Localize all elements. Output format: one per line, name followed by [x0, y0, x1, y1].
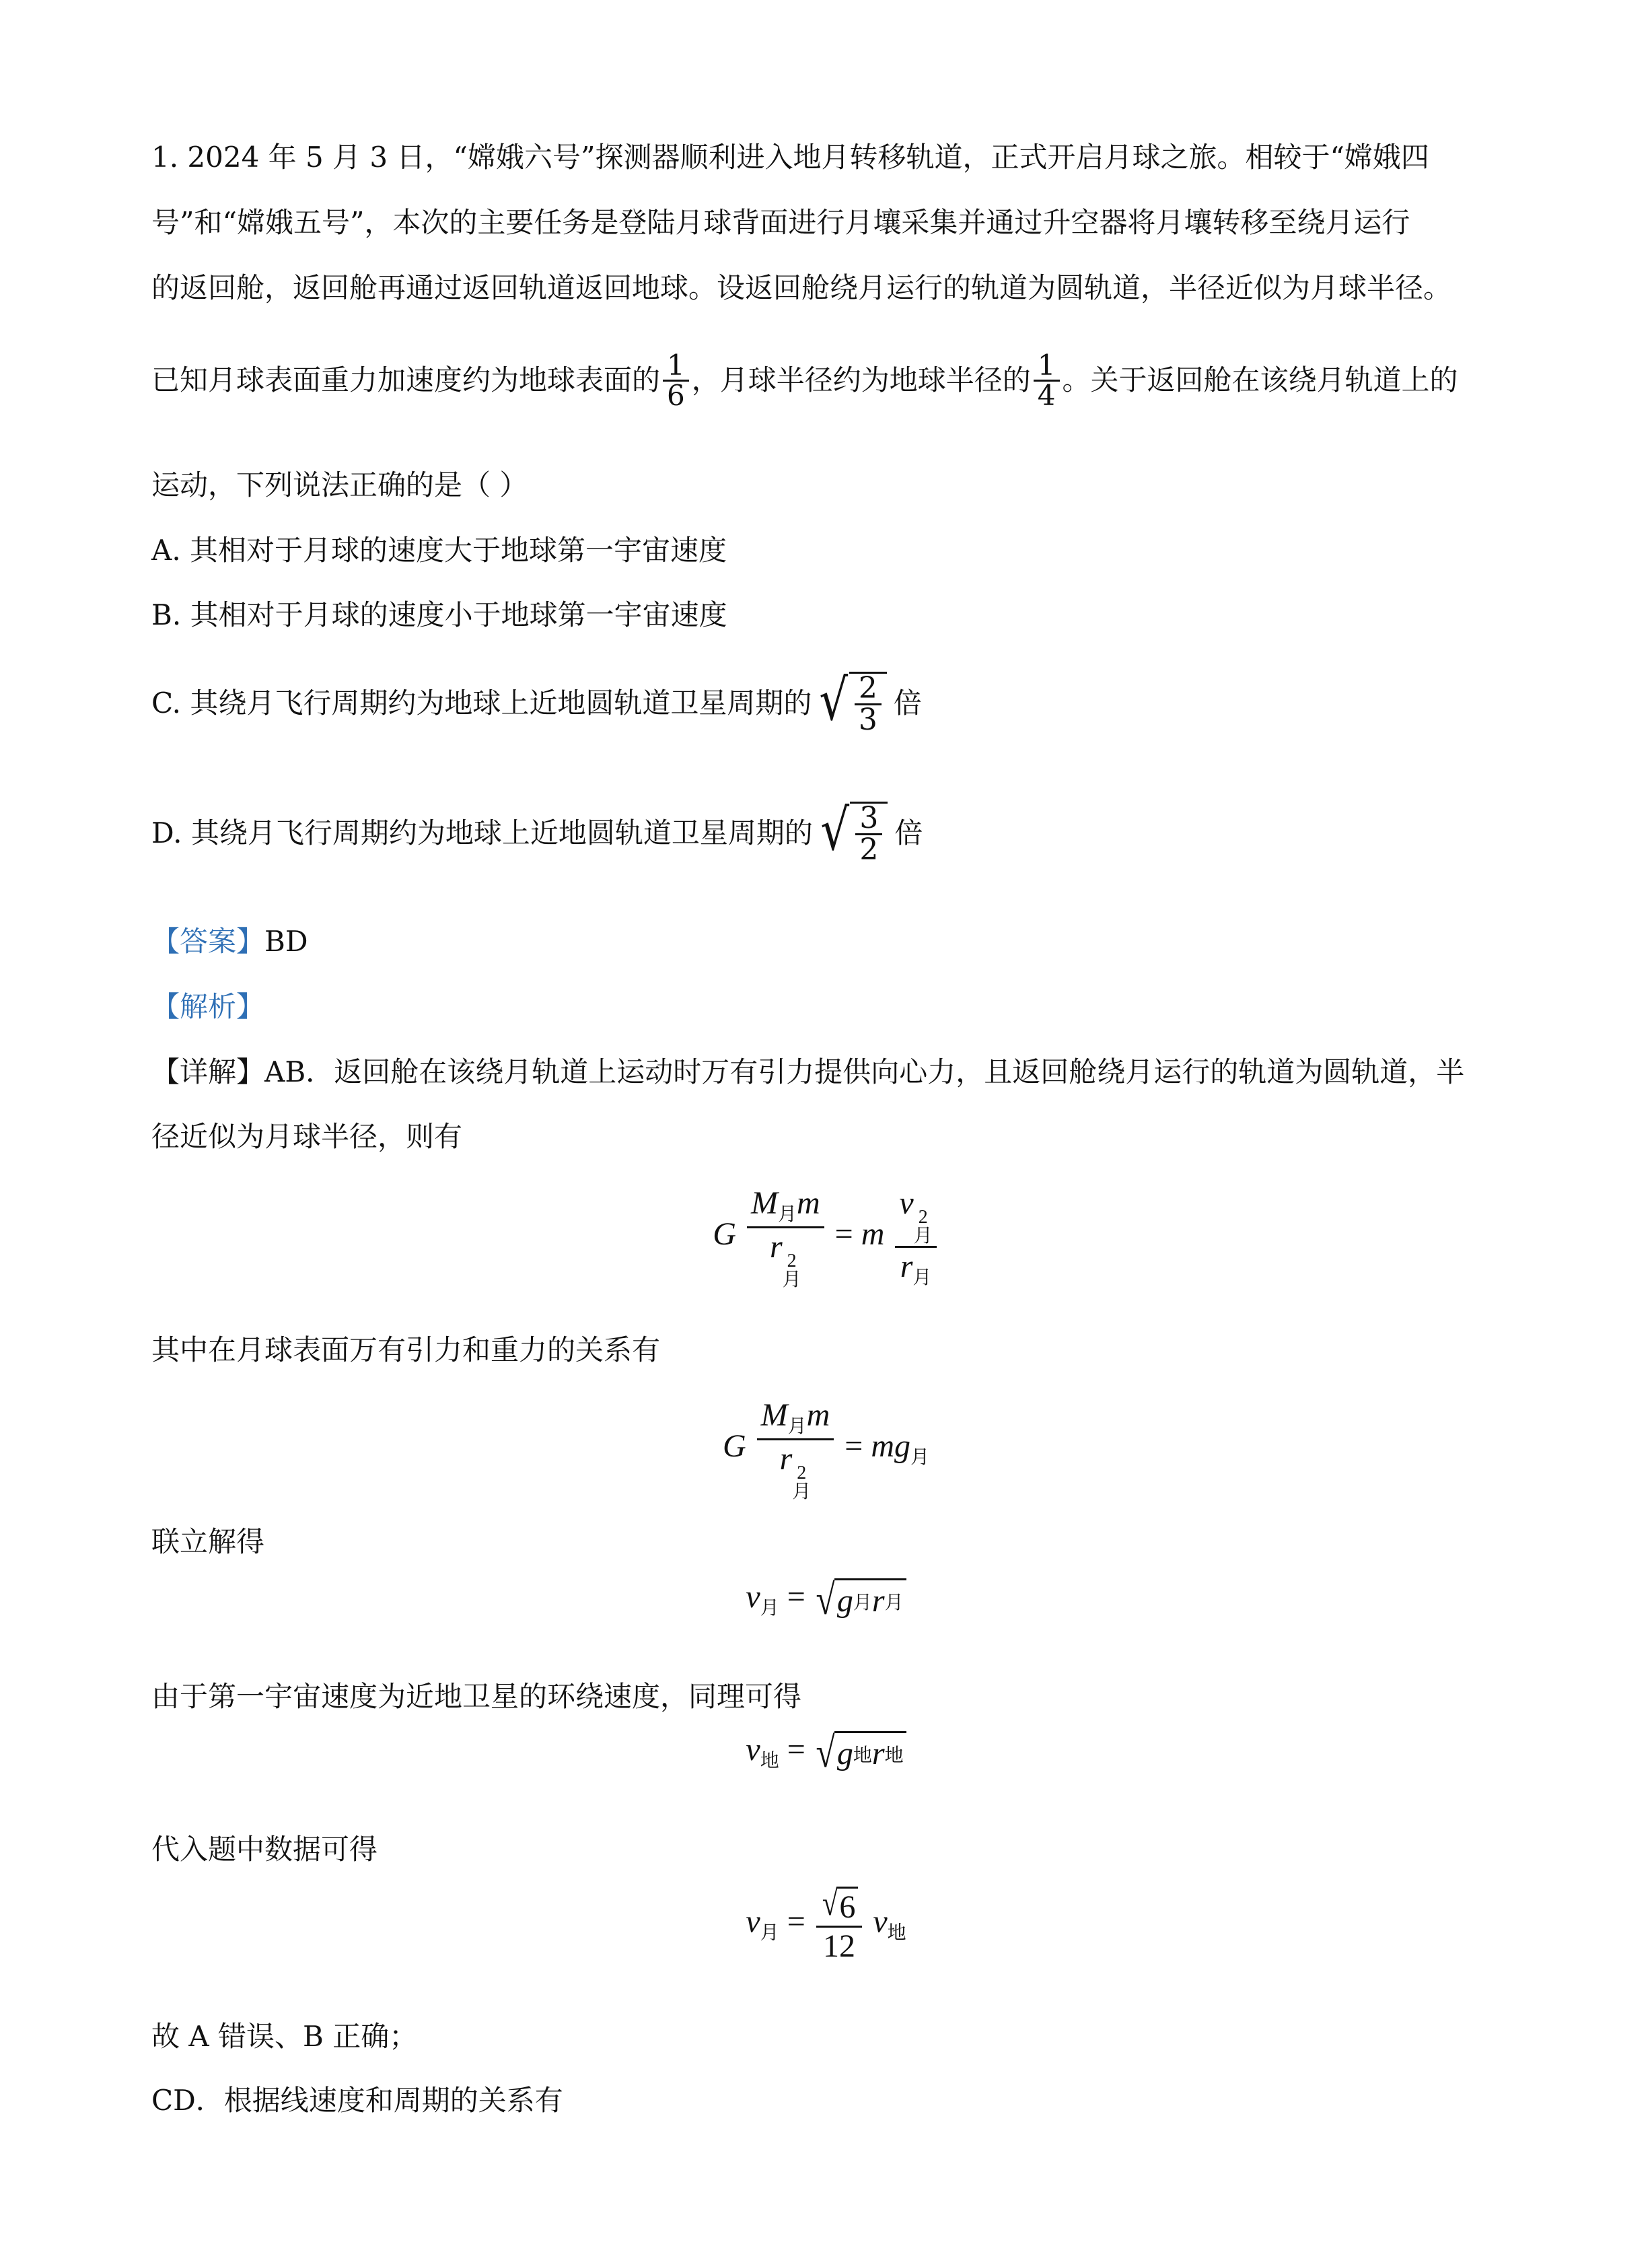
- fraction-denominator: $r_月$: [900, 1249, 932, 1288]
- fraction-numerator: 3: [859, 801, 879, 835]
- fraction-numerator: 1: [1037, 348, 1056, 382]
- equation-surface-gravity: G $M_月m$ r 2 月 = $mg_月$: [722, 1397, 930, 1502]
- sqrt-two-thirds: [816, 667, 887, 737]
- fraction-denominator: 2: [859, 833, 879, 867]
- fraction-one-sixth: [663, 348, 689, 412]
- equation-velocity-ratio: $v_月$ = √ 6 12 $v_地$: [746, 1884, 906, 1964]
- symbol-G: G: [713, 1216, 736, 1253]
- question-line-4: [151, 343, 1458, 417]
- radical-body: [849, 672, 887, 735]
- sqrt-g-r-earth: [814, 1728, 906, 1776]
- equals-sign: =: [834, 1216, 853, 1253]
- fraction-numerator: √ 6: [816, 1885, 863, 1926]
- radical-sign: √: [820, 797, 850, 863]
- answer-value: BD: [264, 925, 308, 958]
- option-b: B. 其相对于月球的速度小于地球第一宇宙速度: [151, 598, 727, 631]
- option-c-suffix: 倍: [893, 687, 922, 720]
- radical-body: g 月 r 月: [834, 1578, 906, 1621]
- detail-text-combine: 联立解得: [151, 1525, 265, 1558]
- fraction-denominator: r 2 月: [769, 1229, 801, 1290]
- detail-conclusion: 故 A 错误、B 正确；: [151, 2020, 418, 2053]
- option-d-suffix: 倍: [894, 816, 923, 849]
- fraction-numerator: $M_月m$: [750, 1185, 820, 1225]
- detail-text-first-cosmic: 由于第一宇宙速度为近地卫星的环绕速度，同理可得: [151, 1680, 802, 1713]
- answer-label: 【答案】: [151, 925, 265, 958]
- option-a: A. 其相对于月球的速度大于地球第一宇宙速度: [151, 534, 727, 567]
- fraction-numerator: 1: [667, 348, 685, 382]
- fraction-denominator: r 2 月: [779, 1441, 812, 1502]
- question-line-2: 号”和“嫦娥五号”，本次的主要任务是登陆月球背面进行月壤采集并通过升空器将月壤转移至绕月运行: [151, 206, 1410, 239]
- question-line-4-part-c: 。关于返回舱在该绕月轨道上的: [1062, 363, 1458, 396]
- fraction-denominator: 12: [823, 1928, 856, 1964]
- fraction-one-quarter: [1034, 348, 1060, 412]
- fraction-denominator: 3: [858, 703, 877, 737]
- fraction-centripetal: [895, 1185, 936, 1290]
- option-d: [151, 796, 923, 870]
- answer-line: [151, 927, 308, 956]
- radical-sign: √: [816, 1728, 835, 1776]
- fraction-numerator: $M_月m$: [760, 1397, 830, 1437]
- detail-line-1-text: AB．返回舱在该绕月轨道上运动时万有引力提供向心力，且返回舱绕月运行的轨道为圆轨道，半: [264, 1055, 1465, 1088]
- question-line-1: 1. 2024 年 5 月 3 日，“嫦娥六号”探测器顺利进入地月转移轨道，正式开启月球之旅。相较于“嫦娥四: [151, 141, 1429, 174]
- question-line-4-part-b: ，月球半径约为地球半径的: [691, 363, 1031, 396]
- detail-line-2: 径近似为月球半径，则有: [151, 1120, 463, 1153]
- radical-body: g 地 r 地: [834, 1731, 906, 1774]
- question-line-4-part-a: 已知月球表面重力加速度约为地球表面的: [151, 363, 661, 396]
- fraction-two-thirds: [855, 671, 882, 737]
- fraction-numerator: v 2 月: [899, 1185, 933, 1247]
- fraction-gravity: [747, 1185, 824, 1290]
- question-line-3: 的返回舱，返回舱再通过返回轨道返回地球。设返回舱绕月运行的轨道为圆轨道，半径近似为月球半径。: [151, 271, 1452, 304]
- detail-cd-line: CD．根据线速度和周期的关系有: [151, 2084, 563, 2117]
- fraction-numerator: 2: [858, 671, 877, 705]
- radical-body: [850, 802, 888, 865]
- option-c-text: C. 其绕月飞行周期约为地球上近地圆轨道卫星周期的: [151, 687, 812, 720]
- analysis-line: [151, 990, 265, 1023]
- radical-sign: √: [816, 1576, 835, 1623]
- fraction-gravity: [757, 1397, 834, 1502]
- fraction-sqrt6-over-12: [816, 1885, 863, 1965]
- sqrt-g-r-moon: [814, 1578, 906, 1621]
- fraction-denominator: 6: [667, 378, 685, 412]
- analysis-label: 【解析】: [151, 990, 265, 1023]
- detail-line-1: [151, 1055, 1465, 1088]
- equation-gravity-centripetal: G $M_月m$ r 2 月 = m v 2 月 $r_月$: [0, 1185, 1652, 1290]
- radical-sign: √: [819, 667, 849, 733]
- equation-earth-velocity: $v_地$ = √ g 地 r 地: [0, 1731, 1652, 1774]
- detail-text-substitute: 代入题中数据可得: [151, 1833, 378, 1866]
- fraction-three-halves: [855, 801, 882, 867]
- option-c: [151, 666, 922, 740]
- detail-label: 【详解】: [151, 1055, 265, 1088]
- sqrt-three-halves: [817, 797, 888, 867]
- fraction-denominator: 4: [1037, 378, 1056, 412]
- detail-text-surface-relation: 其中在月球表面万有引力和重力的关系有: [151, 1333, 661, 1366]
- equation-moon-velocity: $v_月$ = √ g 月 r 月: [0, 1578, 1652, 1621]
- question-line-5: 运动，下列说法正确的是（ ）: [151, 468, 528, 501]
- option-d-text: D. 其绕月飞行周期约为地球上近地圆轨道卫星周期的: [151, 816, 813, 849]
